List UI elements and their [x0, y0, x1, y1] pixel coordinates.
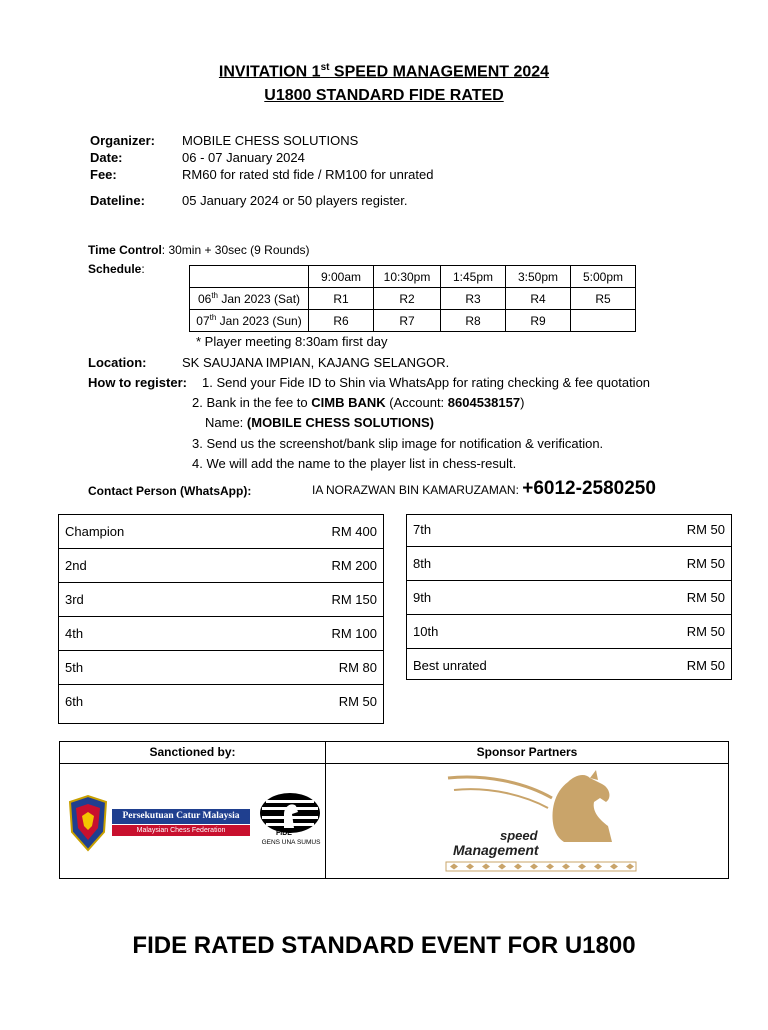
- schedule-round: R9: [506, 310, 571, 332]
- prize-place: 4th: [59, 617, 238, 651]
- prize-row: [59, 583, 383, 617]
- schedule-round: R1: [309, 288, 374, 310]
- contact-phone: +6012-2580250: [522, 478, 656, 499]
- prize-place: Best unrated: [413, 658, 487, 673]
- prize-row: [407, 649, 731, 683]
- fee-value: RM60 for rated std fide / RM100 for unrated: [182, 167, 434, 182]
- dateline-label: Dateline:: [90, 193, 145, 208]
- mcf-name-banner: Persekutuan Catur Malaysia: [112, 809, 250, 824]
- date-label: Date:: [90, 150, 123, 165]
- schedule-header-row: [190, 266, 636, 288]
- title-line1-post: SPEED MANAGEMENT 2024: [329, 63, 550, 81]
- schedule-time: 5:00pm: [571, 266, 636, 288]
- prize-box-right: [406, 514, 732, 680]
- prize-place: 5th: [59, 651, 238, 685]
- prize-row: [59, 651, 383, 685]
- prize-place: Champion: [59, 515, 238, 549]
- schedule-row: [190, 288, 636, 310]
- register-name: [205, 415, 434, 430]
- prize-amount: RM 50: [611, 615, 731, 649]
- prize-place: 6th: [65, 694, 84, 709]
- fee-label: Fee:: [90, 167, 117, 182]
- prize-amount: RM 150: [238, 583, 383, 617]
- schedule-round: R6: [309, 310, 374, 332]
- prize-place: 10th: [407, 615, 611, 649]
- prize-place: 9th: [407, 581, 611, 615]
- sanctioned-label: Sanctioned by:: [149, 745, 236, 759]
- schedule-day-sup: th: [211, 291, 218, 300]
- schedule-time: 1:45pm: [441, 266, 506, 288]
- prize-row: [407, 615, 731, 649]
- contact-name: IA NORAZWAN BIN KAMARUZAMAN:: [312, 483, 523, 497]
- time-control-label: Time Control: [88, 243, 162, 257]
- date-value: 06 - 07 January 2024: [182, 150, 305, 165]
- organizer-value: MOBILE CHESS SOLUTIONS: [182, 133, 359, 148]
- prize-table-right: [407, 513, 731, 682]
- register-step-2-text: 2. Bank in the fee to: [192, 395, 312, 410]
- prize-table-left: [59, 515, 383, 718]
- register-name-value: (MOBILE CHESS SOLUTIONS): [246, 415, 434, 430]
- prize-row: [59, 549, 383, 583]
- prize-row: [59, 685, 383, 719]
- register-step-2-mid: (Account:: [385, 395, 448, 410]
- schedule-colon: :: [141, 262, 145, 276]
- schedule-round: R5: [571, 288, 636, 310]
- schedule-round: R3: [441, 288, 506, 310]
- schedule-round: R4: [506, 288, 571, 310]
- schedule-round: R7: [374, 310, 441, 332]
- schedule-corner-cell: [190, 266, 309, 288]
- register-name-label: Name:: [205, 415, 247, 430]
- schedule-round: R8: [441, 310, 506, 332]
- schedule-day-num: 07: [196, 314, 210, 328]
- prize-amount: RM 50: [686, 658, 725, 673]
- prize-amount: RM 50: [611, 513, 731, 547]
- title-line1: INVITATION 1: [218, 63, 321, 81]
- schedule-row: [190, 310, 636, 332]
- table-divider-horizontal: [60, 763, 728, 764]
- schedule-time: 10:30pm: [374, 266, 441, 288]
- prize-place: 8th: [407, 547, 611, 581]
- time-control: [88, 243, 310, 257]
- fide-name: FIDE: [276, 830, 292, 837]
- sanction-sponsor-table: [59, 741, 729, 879]
- sponsor-word-management: Management: [453, 842, 539, 858]
- prize-amount: RM 50: [338, 694, 377, 709]
- contact-label: Contact Person (WhatsApp):: [88, 484, 252, 498]
- prize-row: [407, 581, 731, 615]
- schedule-round: R2: [374, 288, 441, 310]
- page-subtitle: U1800 STANDARD FIDE RATED: [264, 87, 504, 104]
- schedule-time: 3:50pm: [506, 266, 571, 288]
- register-step-2-post: ): [520, 395, 525, 410]
- schedule-day-num: 06: [197, 292, 212, 306]
- register-step-1: 1. Send your Fide ID to Shin via WhatsApp for rating checking & fee quotation: [202, 375, 651, 390]
- prize-row: [407, 513, 731, 547]
- schedule-note: * Player meeting 8:30am first day: [196, 334, 388, 349]
- prize-amount: RM 50: [611, 581, 731, 615]
- register-label: How to register:: [88, 375, 187, 390]
- register-account: 8604538157: [447, 395, 521, 410]
- fide-motto: GENS UNA SUMUS: [261, 839, 321, 846]
- schedule-day-sup: th: [209, 313, 217, 322]
- page-title: [0, 62, 768, 81]
- schedule-label-wrap: [88, 262, 145, 276]
- prize-place: 3rd: [59, 583, 238, 617]
- prize-amount: RM 200: [238, 549, 383, 583]
- schedule-day-rest: Jan 2023 (Sun): [216, 314, 302, 328]
- schedule-day-rest: Jan 2023 (Sat): [217, 292, 301, 306]
- prize-amount: RM 100: [238, 617, 383, 651]
- speed-management-logo: [444, 768, 640, 879]
- schedule-table: [189, 265, 636, 332]
- prize-row: [59, 515, 383, 549]
- mcf-sub-banner: Malaysian Chess Federation: [112, 825, 250, 836]
- register-step-2: [192, 395, 524, 410]
- register-step-4: 4. We will add the name to the player list in chess-result.: [192, 456, 517, 471]
- prize-place: 7th: [407, 513, 611, 547]
- sponsor-label: Sponsor Partners: [476, 745, 578, 759]
- bottom-banner: FIDE RATED STANDARD EVENT FOR U1800: [132, 932, 636, 959]
- prize-amount: RM 50: [611, 547, 731, 581]
- prize-row: [59, 617, 383, 651]
- organizer-label: Organizer:: [90, 133, 156, 148]
- schedule-day: [190, 310, 309, 332]
- register-step-3: 3. Send us the screenshot/bank slip image for notification & verification.: [192, 436, 604, 451]
- location-value: SK SAUJANA IMPIAN, KAJANG SELANGOR.: [182, 355, 450, 370]
- register-bank: CIMB BANK: [311, 395, 386, 410]
- prize-row: [407, 547, 731, 581]
- mcf-crest-logo: [68, 794, 108, 857]
- dateline-value: 05 January 2024 or 50 players register.: [182, 193, 408, 208]
- sponsor-word-speed: speed: [500, 828, 538, 843]
- contact-person: [312, 478, 656, 500]
- location-label: Location:: [88, 355, 147, 370]
- schedule-round: [571, 310, 636, 332]
- prize-amount: RM 400: [238, 515, 383, 549]
- schedule-time: 9:00am: [309, 266, 374, 288]
- schedule-day: [190, 288, 309, 310]
- prize-amount: RM 80: [238, 651, 383, 685]
- prize-box-left: [58, 514, 384, 724]
- time-control-value: : 30min + 30sec (9 Rounds): [161, 243, 310, 257]
- prize-place: 2nd: [59, 549, 238, 583]
- title-sup: st: [320, 62, 330, 73]
- schedule-label: Schedule: [88, 262, 142, 276]
